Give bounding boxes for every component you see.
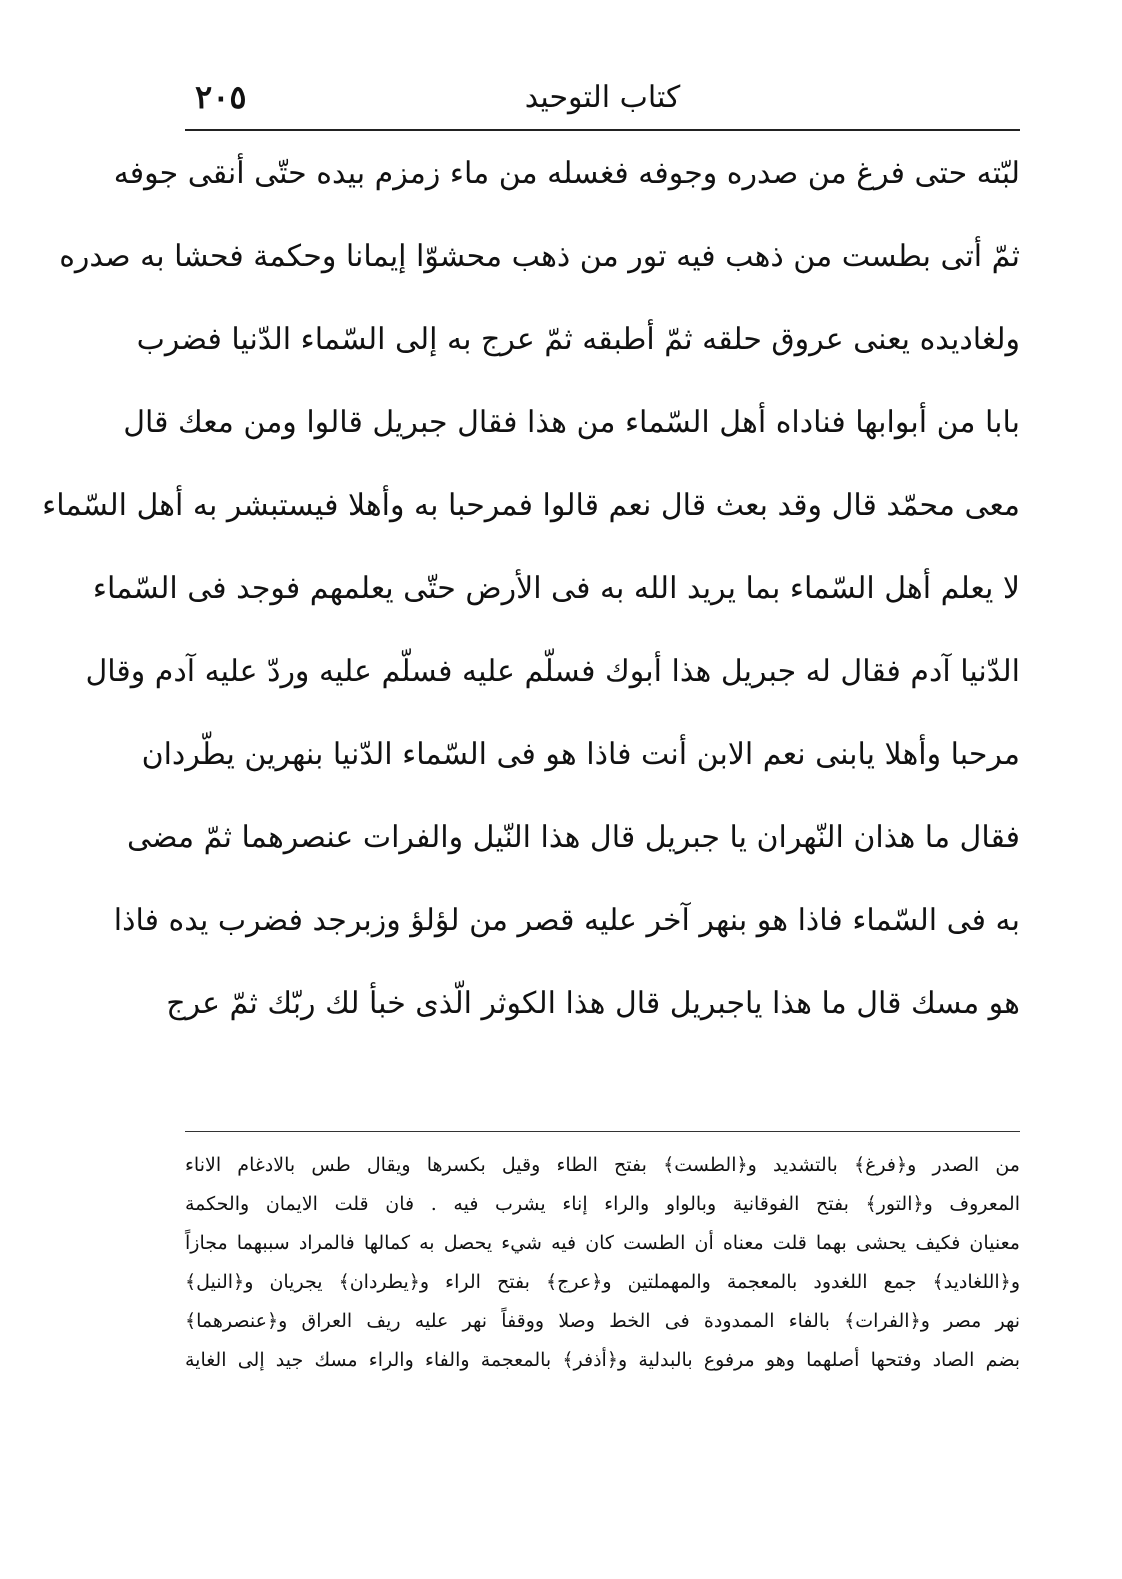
text-line: ولغاديده يعنى عروق حلقه ثمّ أطبقه ثمّ عرج به إلى السّماء الدّنيا فضرب [136, 322, 1020, 357]
text-line: فقال ما هذان النّهران يا جبريل قال هذا النّيل والفرات عنصرهما ثمّ مضى [127, 820, 1020, 855]
footnotes [185, 1146, 1020, 1380]
text-line: هو مسك قال ما هذا ياجبريل قال هذا الكوثر الّذى خبأ لك ربّك ثمّ عرج [166, 986, 1020, 1021]
footnote-separator [185, 1131, 1020, 1132]
text-line: لبّته حتى فرغ من صدره وجوفه فغسله من ماء زمزم بيده حتّى أنقى جوفه [113, 156, 1020, 191]
text-line: ثمّ أتى بطست من ذهب فيه تور من ذهب محشوّا إيمانا وحكمة فحشا به صدره [59, 239, 1020, 274]
page-header [185, 78, 1020, 128]
main-text [42, 132, 1020, 1045]
text-line: به فى السّماء فاذا هو بنهر آخر عليه قصر من لؤلؤ وزبرجد فضرب يده فاذا [113, 903, 1020, 938]
text-line: لا يعلم أهل السّماء بما يريد الله به فى الأرض حتّى يعلمهم فوجد فى السّماء [92, 571, 1020, 606]
footnote-line: و﴿اللغاديد﴾ جمع اللغدود بالمعجمة والمهملتين و﴿عرج﴾ بفتح الراء و﴿يطردان﴾ يجريان و﴿النيل﴾ [185, 1271, 1020, 1293]
footnote-line: بضم الصاد وفتحها أصلهما وهو مرفوع بالبدلية و﴿أذفر﴾ بالمعجمة والفاء والراء مسك جيد إلى الغاية [185, 1349, 1020, 1371]
header-rule [185, 129, 1020, 131]
text-line: معى محمّد قال وقد بعث قال نعم قالوا فمرحبا به وأهلا فيستبشر به أهل السّماء [42, 488, 1020, 523]
footnote-line: نهر مصر و﴿الفرات﴾ بالفاء الممدودة فى الخط وصلا ووقفاً نهر عليه ريف العراق و﴿عنصرهما﴾ [185, 1310, 1020, 1332]
footnote-line: من الصدر و﴿فرغ﴾ بالتشديد و﴿الطست﴾ بفتح الطاء وقيل بكسرها ويقال طس بالادغام الاناء [185, 1154, 1020, 1176]
text-line: مرحبا وأهلا يابنى نعم الابن أنت فاذا هو فى السّماء الدّنيا بنهرين يطّردان [141, 737, 1020, 772]
text-line: بابا من أبوابها فناداه أهل السّماء من هذا فقال جبريل قالوا ومن معك قال [123, 405, 1020, 440]
text-line: الدّنيا آدم فقال له جبريل هذا أبوك فسلّم عليه فسلّم عليه وردّ عليه آدم وقال [85, 654, 1020, 689]
page-number: ٢٠٥ [195, 78, 247, 116]
footnote-line: معنيان فكيف يحشى بهما قلت معناه أن الطست كان فيه شيء يحصل به كمالها فالمراد سببهما مجازاً [185, 1232, 1020, 1254]
running-title: كتاب التوحيد [524, 80, 681, 115]
footnote-line: المعروف و﴿التور﴾ بفتح الفوقانية وبالواو والراء إناء يشرب فيه . فان قلت الايمان والحكمة [185, 1193, 1020, 1215]
